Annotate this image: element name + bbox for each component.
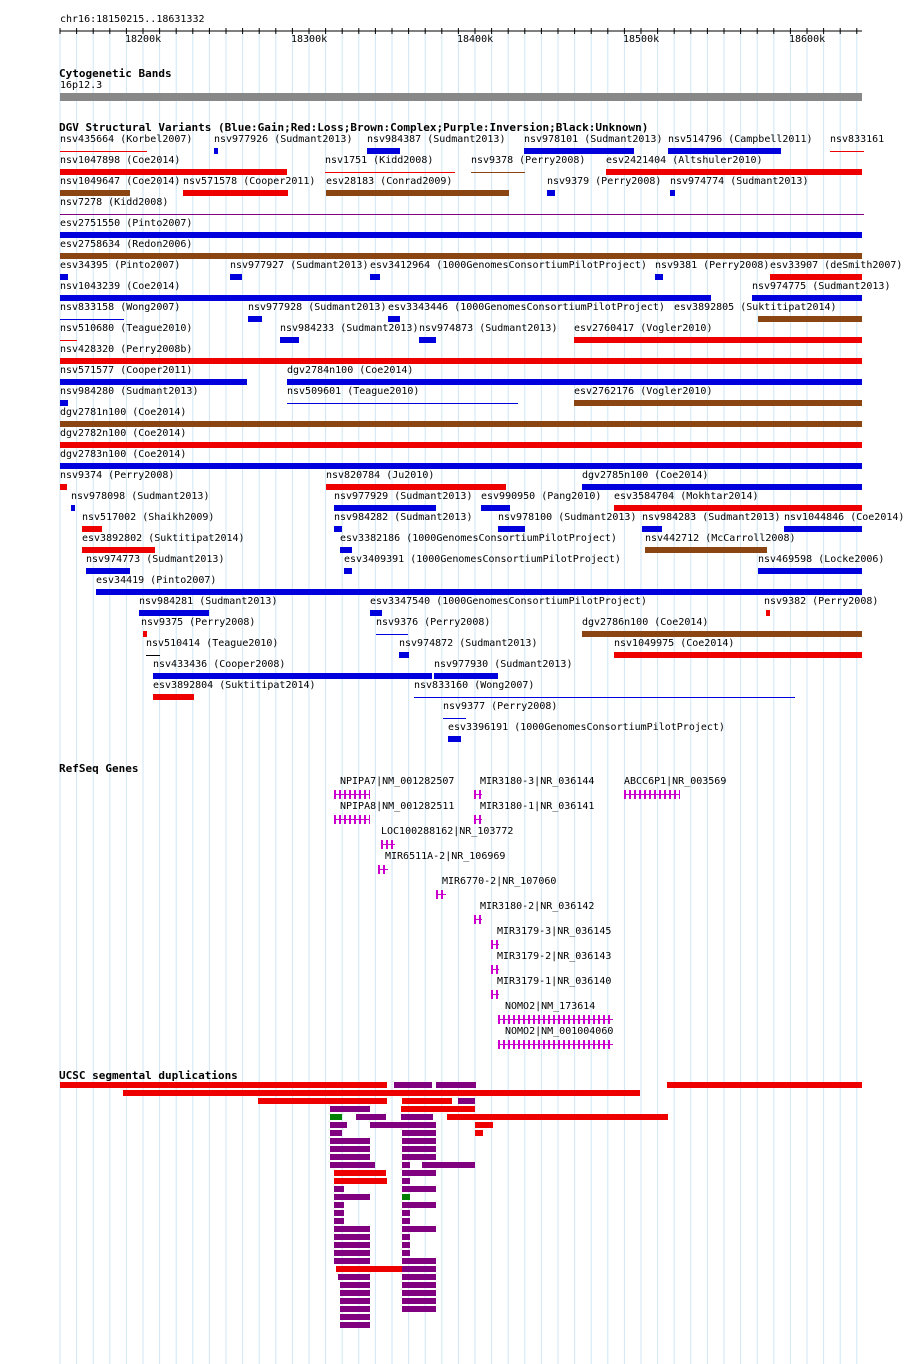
dgv-feature-label[interactable]: esv3347540 (1000GenomesConsortiumPilotProject) (370, 596, 647, 607)
gene-label[interactable]: MIR3179-3|NR_036145 (497, 926, 612, 937)
segdup-bar[interactable] (334, 1242, 370, 1248)
dgv-feature-label[interactable]: nsv514796 (Campbell2011) (668, 134, 813, 145)
segdup-bar[interactable] (475, 1130, 483, 1136)
dgv-feature-bar[interactable] (334, 505, 436, 511)
ruler-tick-label: 18600k (789, 34, 826, 45)
dgv-feature-bar[interactable] (60, 151, 147, 152)
dgv-feature-bar[interactable] (670, 190, 675, 196)
dgv-feature-label[interactable]: esv3412964 (1000GenomesConsortiumPilotProject) (370, 260, 647, 271)
segdup-bar[interactable] (340, 1282, 370, 1288)
segdup-bar[interactable] (330, 1106, 370, 1112)
dgv-feature-bar[interactable] (334, 526, 342, 532)
dgv-feature-bar[interactable] (784, 526, 862, 532)
segdup-bar[interactable] (402, 1178, 410, 1184)
gene-glyph[interactable] (334, 815, 370, 824)
segdup-bar[interactable] (402, 1098, 452, 1104)
dgv-feature-bar[interactable] (481, 505, 510, 511)
dgv-feature-label[interactable]: nsv9378 (Perry2008) (471, 155, 586, 166)
segdup-bar[interactable] (330, 1114, 342, 1120)
segdup-bar[interactable] (402, 1306, 436, 1312)
gene-glyph[interactable] (474, 790, 482, 799)
ruler-tick-label: 18300k (291, 34, 328, 45)
dgv-feature-label[interactable]: nsv984283 (Sudmant2013) (642, 512, 781, 523)
dgv-feature-bar[interactable] (60, 442, 862, 448)
dgv-feature-bar[interactable] (498, 526, 525, 532)
dgv-feature-bar[interactable] (582, 484, 862, 490)
dgv-feature-bar[interactable] (280, 337, 299, 343)
dgv-feature-label[interactable]: dgv2782n100 (Coe2014) (60, 428, 187, 439)
gene-line (334, 794, 370, 795)
dgv-feature-bar[interactable] (60, 319, 124, 320)
segdup-bar[interactable] (402, 1202, 436, 1208)
segdup-title[interactable]: UCSC segmental duplications (59, 1069, 238, 1082)
segdup-bar[interactable] (402, 1154, 436, 1160)
gene-glyph[interactable] (378, 865, 388, 874)
gene-line (491, 994, 499, 995)
dgv-feature-label[interactable]: nsv9376 (Perry2008) (376, 617, 491, 628)
dgv-feature-bar[interactable] (153, 694, 194, 700)
dgv-feature-label[interactable]: nsv9375 (Perry2008) (141, 617, 256, 628)
dgv-feature-bar[interactable] (642, 526, 662, 532)
dgv-feature-label[interactable]: nsv509601 (Teague2010) (287, 386, 420, 397)
dgv-feature-bar[interactable] (96, 589, 862, 595)
dgv-feature-bar[interactable] (606, 169, 862, 175)
dgv-feature-label[interactable]: nsv1049647 (Coe2014) (60, 176, 181, 187)
gene-label[interactable]: NOMO2|NM_173614 (505, 1001, 596, 1012)
segdup-bar[interactable] (402, 1266, 436, 1272)
segdup-bar[interactable] (340, 1298, 370, 1304)
gene-label[interactable]: NPIPA8|NM_001282511 (340, 801, 455, 812)
segdup-bar[interactable] (330, 1154, 370, 1160)
dgv-feature-label[interactable]: nsv978098 (Sudmant2013) (71, 491, 210, 502)
dgv-feature-bar[interactable] (758, 568, 862, 574)
dgv-feature-bar[interactable] (419, 337, 436, 343)
dgv-feature-bar[interactable] (146, 655, 160, 656)
segdup-bar[interactable] (334, 1210, 344, 1216)
dgv-feature-bar[interactable] (143, 631, 147, 637)
segdup-bar[interactable] (330, 1138, 370, 1144)
segdup-bar[interactable] (402, 1258, 436, 1264)
dgv-feature-label[interactable]: esv2421404 (Altshuler2010) (606, 155, 763, 166)
gene-line (474, 794, 482, 795)
segdup-bar[interactable] (340, 1314, 370, 1320)
dgv-feature-label[interactable]: nsv9382 (Perry2008) (764, 596, 879, 607)
segdup-bar[interactable] (258, 1098, 387, 1104)
dgv-feature-label[interactable]: nsv974773 (Sudmant2013) (86, 554, 225, 565)
dgv-feature-bar[interactable] (82, 547, 155, 553)
gene-line (498, 1044, 613, 1045)
dgv-feature-label[interactable]: nsv984282 (Sudmant2013) (334, 512, 473, 523)
dgv-feature-bar[interactable] (582, 631, 862, 637)
dgv-feature-label[interactable]: nsv978100 (Sudmant2013) (498, 512, 637, 523)
dgv-feature-label[interactable]: nsv977927 (Sudmant2013) (230, 260, 369, 271)
dgv-feature-bar[interactable] (367, 148, 400, 154)
dgv-feature-label[interactable]: esv33907 (deSmith2007) (770, 260, 903, 271)
dgv-feature-label[interactable]: nsv9374 (Perry2008) (60, 470, 175, 481)
dgv-feature-label[interactable]: nsv428320 (Perry2008b) (60, 344, 193, 355)
refseq-title[interactable]: RefSeq Genes (59, 762, 139, 775)
gene-line (491, 969, 499, 970)
dgv-feature-bar[interactable] (326, 484, 506, 490)
dgv-feature-bar[interactable] (344, 568, 352, 574)
segdup-bar[interactable] (475, 1122, 493, 1128)
gene-line (334, 819, 370, 820)
dgv-feature-bar[interactable] (770, 274, 862, 280)
dgv-feature-bar[interactable] (230, 274, 242, 280)
dgv-feature-label[interactable]: nsv820784 (Ju2010) (326, 470, 435, 481)
dgv-feature-label[interactable]: esv2751550 (Pinto2007) (60, 218, 193, 229)
segdup-bar[interactable] (401, 1114, 433, 1120)
dgv-feature-bar[interactable] (574, 400, 862, 406)
gene-glyph[interactable] (624, 790, 680, 799)
segdup-bar[interactable] (334, 1218, 344, 1224)
gene-line (491, 944, 499, 945)
dgv-feature-bar[interactable] (60, 190, 130, 196)
gene-line (378, 869, 388, 870)
dgv-feature-label[interactable]: nsv984280 (Sudmant2013) (60, 386, 199, 397)
segdup-bar[interactable] (334, 1250, 370, 1256)
dgv-feature-label[interactable]: nsv977929 (Sudmant2013) (334, 491, 473, 502)
dgv-feature-label[interactable]: nsv9379 (Perry2008) (547, 176, 662, 187)
dgv-feature-bar[interactable] (655, 274, 663, 280)
dgv-feature-bar[interactable] (60, 379, 247, 385)
segdup-bar[interactable] (334, 1194, 370, 1200)
dgv-feature-bar[interactable] (574, 337, 862, 343)
dgv-feature-label[interactable]: dgv2785n100 (Coe2014) (582, 470, 709, 481)
dgv-feature-label[interactable]: nsv571577 (Cooper2011) (60, 365, 193, 376)
dgv-feature-label[interactable]: nsv510680 (Teague2010) (60, 323, 193, 334)
dgv-feature-bar[interactable] (60, 274, 68, 280)
dgv-feature-bar[interactable] (248, 316, 262, 322)
gene-glyph[interactable] (436, 890, 446, 899)
gene-label[interactable]: ABCC6P1|NR_003569 (624, 776, 727, 787)
segdup-bar[interactable] (667, 1082, 862, 1088)
segdup-bar[interactable] (402, 1242, 410, 1248)
dgv-feature-bar[interactable] (414, 697, 795, 698)
dgv-feature-bar[interactable] (287, 379, 862, 385)
dgv-feature-bar[interactable] (60, 340, 77, 341)
segdup-bar[interactable] (402, 1234, 410, 1240)
gene-glyph[interactable] (498, 1040, 613, 1049)
dgv-feature-label[interactable]: esv2762176 (Vogler2010) (574, 386, 713, 397)
segdup-bar[interactable] (447, 1114, 668, 1120)
segdup-bar[interactable] (402, 1186, 436, 1192)
gene-glyph[interactable] (491, 990, 499, 999)
dgv-feature-label[interactable]: nsv1043239 (Coe2014) (60, 281, 181, 292)
segdup-bar[interactable] (402, 1218, 410, 1224)
dgv-feature-label[interactable]: esv990950 (Pang2010) (481, 491, 602, 502)
segdup-bar[interactable] (334, 1258, 370, 1264)
dgv-feature-label[interactable]: nsv974775 (Sudmant2013) (752, 281, 891, 292)
dgv-feature-bar[interactable] (434, 673, 498, 679)
segdup-bar[interactable] (394, 1082, 432, 1088)
dgv-feature-bar[interactable] (82, 526, 102, 532)
gene-glyph[interactable] (334, 790, 370, 799)
segdup-bar[interactable] (402, 1250, 410, 1256)
dgv-feature-label[interactable]: nsv517002 (Shaikh2009) (82, 512, 215, 523)
segdup-bar[interactable] (402, 1146, 436, 1152)
segdup-bar[interactable] (330, 1146, 370, 1152)
locus-label: chr16:18150215..18631332 (60, 14, 205, 25)
segdup-bar[interactable] (334, 1226, 370, 1232)
gene-line (624, 794, 680, 795)
dgv-feature-bar[interactable] (60, 169, 287, 175)
dgv-feature-bar[interactable] (214, 148, 218, 154)
segdup-bar[interactable] (402, 1194, 410, 1200)
dgv-feature-bar[interactable] (443, 718, 466, 719)
dgv-feature-label[interactable]: nsv7278 (Kidd2008) (60, 197, 169, 208)
gene-glyph[interactable] (381, 840, 395, 849)
dgv-feature-bar[interactable] (399, 652, 409, 658)
gene-glyph[interactable] (498, 1015, 613, 1024)
gene-line (498, 1019, 613, 1020)
dgv-feature-label[interactable]: esv2758634 (Redon2006) (60, 239, 193, 250)
dgv-title[interactable]: DGV Structural Variants (Blue:Gain;Red:Loss;Brown:Complex;Purple:Inversion;Black:Unknown) (59, 121, 649, 134)
cytoband-bar[interactable] (60, 93, 862, 101)
segdup-bar[interactable] (356, 1114, 386, 1120)
gene-label[interactable]: LOC100288162|NR_103772 (381, 826, 514, 837)
gene-glyph[interactable] (491, 965, 499, 974)
cytoband-label: 16p12.3 (60, 80, 103, 91)
segdup-bar[interactable] (60, 1082, 387, 1088)
segdup-bar[interactable] (334, 1234, 370, 1240)
dgv-feature-label[interactable]: nsv977926 (Sudmant2013) (214, 134, 353, 145)
gene-label[interactable]: MIR3179-2|NR_036143 (497, 951, 612, 962)
segdup-bar[interactable] (402, 1290, 436, 1296)
segdup-bar[interactable] (402, 1130, 436, 1136)
dgv-feature-label[interactable]: esv2760417 (Vogler2010) (574, 323, 713, 334)
dgv-feature-bar[interactable] (60, 295, 711, 301)
dgv-feature-bar[interactable] (86, 568, 130, 574)
segdup-bar[interactable] (334, 1186, 344, 1192)
gene-label[interactable]: NOMO2|NM_001004060 (505, 1026, 614, 1037)
dgv-feature-label[interactable]: esv34419 (Pinto2007) (96, 575, 217, 586)
segdup-bar[interactable] (123, 1090, 640, 1096)
dgv-feature-bar[interactable] (60, 253, 862, 259)
dgv-feature-bar[interactable] (614, 652, 862, 658)
dgv-feature-label[interactable]: esv3584704 (Mokhtar2014) (614, 491, 759, 502)
ruler-tick-label: 18200k (125, 34, 162, 45)
dgv-feature-label[interactable]: nsv978101 (Sudmant2013) (524, 134, 663, 145)
dgv-feature-label[interactable]: nsv974774 (Sudmant2013) (670, 176, 809, 187)
dgv-feature-bar[interactable] (524, 148, 634, 154)
dgv-feature-label[interactable]: nsv433436 (Cooper2008) (153, 659, 286, 670)
gene-line (474, 819, 482, 820)
dgv-feature-bar[interactable] (370, 274, 380, 280)
segdup-bar[interactable] (401, 1106, 475, 1112)
dgv-feature-label[interactable]: nsv9381 (Perry2008) (655, 260, 770, 271)
dgv-feature-bar[interactable] (340, 547, 352, 553)
dgv-feature-label[interactable]: esv3396191 (1000GenomesConsortiumPilotProject) (448, 722, 725, 733)
dgv-feature-label[interactable]: esv28183 (Conrad2009) (326, 176, 453, 187)
dgv-feature-bar[interactable] (60, 400, 68, 406)
dgv-feature-label[interactable]: nsv984387 (Sudmant2013) (367, 134, 506, 145)
segdup-bar[interactable] (402, 1298, 436, 1304)
dgv-feature-bar[interactable] (471, 172, 525, 173)
dgv-feature-bar[interactable] (60, 232, 862, 238)
dgv-feature-label[interactable]: nsv977928 (Sudmant2013) (248, 302, 387, 313)
segdup-bar[interactable] (458, 1098, 475, 1104)
dgv-feature-label[interactable]: esv3892802 (Suktitipat2014) (82, 533, 245, 544)
dgv-feature-label[interactable]: dgv2786n100 (Coe2014) (582, 617, 709, 628)
gene-label[interactable]: NPIPA7|NM_001282507 (340, 776, 455, 787)
dgv-feature-label[interactable]: esv3343446 (1000GenomesConsortiumPilotProject) (388, 302, 665, 313)
dgv-feature-label[interactable]: dgv2781n100 (Coe2014) (60, 407, 187, 418)
segdup-bar[interactable] (402, 1282, 436, 1288)
dgv-feature-label[interactable]: nsv1047898 (Coe2014) (60, 155, 181, 166)
dgv-feature-label[interactable]: nsv833161 (830, 134, 885, 145)
dgv-feature-label[interactable]: esv3892805 (Suktitipat2014) (674, 302, 837, 313)
dgv-feature-bar[interactable] (60, 358, 862, 364)
gene-label[interactable]: MIR3180-3|NR_036144 (480, 776, 595, 787)
segdup-bar[interactable] (422, 1162, 475, 1168)
cytoband-title[interactable]: Cytogenetic Bands (59, 67, 172, 80)
dgv-feature-bar[interactable] (758, 316, 862, 322)
segdup-bar[interactable] (340, 1290, 370, 1296)
ruler-tick-label: 18400k (457, 34, 494, 45)
dgv-feature-label[interactable]: dgv2784n100 (Coe2014) (287, 365, 414, 376)
dgv-feature-bar[interactable] (60, 484, 67, 490)
dgv-feature-label[interactable]: esv34395 (Pinto2007) (60, 260, 181, 271)
dgv-feature-label[interactable]: esv3382186 (1000GenomesConsortiumPilotProject) (340, 533, 617, 544)
dgv-feature-label[interactable]: nsv833158 (Wong2007) (60, 302, 181, 313)
segdup-bar[interactable] (402, 1274, 436, 1280)
gene-line (381, 844, 395, 845)
dgv-feature-label[interactable]: esv3892804 (Suktitipat2014) (153, 680, 316, 691)
dgv-feature-bar[interactable] (60, 214, 864, 215)
gene-glyph[interactable] (474, 815, 482, 824)
dgv-feature-label[interactable]: nsv984281 (Sudmant2013) (139, 596, 278, 607)
dgv-feature-bar[interactable] (153, 673, 432, 679)
segdup-bar[interactable] (338, 1274, 370, 1280)
segdup-bar[interactable] (340, 1306, 370, 1312)
dgv-feature-bar[interactable] (287, 403, 518, 404)
dgv-feature-bar[interactable] (388, 316, 400, 322)
dgv-feature-label[interactable]: nsv1044846 (Coe2014) (784, 512, 904, 523)
dgv-feature-label[interactable]: nsv977930 (Sudmant2013) (434, 659, 573, 670)
segdup-bar[interactable] (436, 1082, 476, 1088)
dgv-feature-bar[interactable] (376, 634, 408, 635)
gene-label[interactable]: MIR3180-1|NR_036141 (480, 801, 595, 812)
dgv-feature-bar[interactable] (60, 463, 862, 469)
segdup-bar[interactable] (330, 1162, 375, 1168)
dgv-feature-label[interactable]: dgv2783n100 (Coe2014) (60, 449, 187, 460)
dgv-feature-label[interactable]: nsv1751 (Kidd2008) (325, 155, 434, 166)
dgv-feature-bar[interactable] (614, 505, 862, 511)
dgv-feature-bar[interactable] (547, 190, 555, 196)
segdup-bar[interactable] (370, 1122, 402, 1128)
dgv-feature-label[interactable]: nsv974872 (Sudmant2013) (399, 638, 538, 649)
dgv-feature-bar[interactable] (183, 190, 288, 196)
dgv-feature-bar[interactable] (325, 172, 455, 173)
dgv-feature-bar[interactable] (326, 190, 509, 196)
dgv-feature-bar[interactable] (71, 505, 75, 511)
segdup-bar[interactable] (402, 1210, 410, 1216)
gene-line (474, 919, 482, 920)
dgv-feature-label[interactable]: nsv984233 (Sudmant2013) (280, 323, 419, 334)
dgv-feature-bar[interactable] (370, 610, 382, 616)
dgv-feature-label[interactable]: nsv442712 (McCarroll2008) (645, 533, 796, 544)
dgv-feature-label[interactable]: nsv9377 (Perry2008) (443, 701, 558, 712)
dgv-feature-label[interactable]: nsv469598 (Locke2006) (758, 554, 885, 565)
dgv-feature-label[interactable]: nsv833160 (Wong2007) (414, 680, 535, 691)
segdup-bar[interactable] (402, 1226, 436, 1232)
dgv-feature-label[interactable]: nsv974873 (Sudmant2013) (419, 323, 558, 334)
segdup-bar[interactable] (334, 1170, 386, 1176)
segdup-bar[interactable] (334, 1178, 387, 1184)
dgv-feature-bar[interactable] (448, 736, 461, 742)
dgv-feature-bar[interactable] (60, 421, 862, 427)
segdup-bar[interactable] (402, 1138, 436, 1144)
gene-label[interactable]: MIR3179-1|NR_036140 (497, 976, 612, 987)
ruler-tick-label: 18500k (623, 34, 660, 45)
gene-line (436, 894, 446, 895)
dgv-feature-bar[interactable] (139, 610, 209, 616)
dgv-feature-label[interactable]: nsv435664 (Korbel2007) (60, 134, 193, 145)
segdup-bar[interactable] (402, 1122, 436, 1128)
gene-label[interactable]: MIR3180-2|NR_036142 (480, 901, 595, 912)
segdup-bar[interactable] (330, 1130, 342, 1136)
gene-label[interactable]: MIR6511A-2|NR_106969 (385, 851, 506, 862)
segdup-bar[interactable] (402, 1162, 410, 1168)
dgv-feature-label[interactable]: nsv571578 (Cooper2011) (183, 176, 316, 187)
segdup-bar[interactable] (336, 1266, 402, 1272)
gene-glyph[interactable] (491, 940, 499, 949)
gene-label[interactable]: MIR6770-2|NR_107060 (442, 876, 557, 887)
segdup-bar[interactable] (402, 1170, 436, 1176)
dgv-feature-bar[interactable] (668, 148, 781, 154)
dgv-feature-label[interactable]: nsv1049975 (Coe2014) (614, 638, 735, 649)
dgv-feature-bar[interactable] (830, 151, 864, 152)
gene-glyph[interactable] (474, 915, 482, 924)
segdup-bar[interactable] (334, 1202, 344, 1208)
dgv-feature-bar[interactable] (645, 547, 767, 553)
dgv-feature-bar[interactable] (766, 610, 770, 616)
segdup-bar[interactable] (330, 1122, 347, 1128)
dgv-feature-label[interactable]: esv3409391 (1000GenomesConsortiumPilotProject) (344, 554, 621, 565)
dgv-feature-bar[interactable] (752, 295, 862, 301)
dgv-feature-label[interactable]: nsv510414 (Teague2010) (146, 638, 279, 649)
segdup-bar[interactable] (340, 1322, 370, 1328)
